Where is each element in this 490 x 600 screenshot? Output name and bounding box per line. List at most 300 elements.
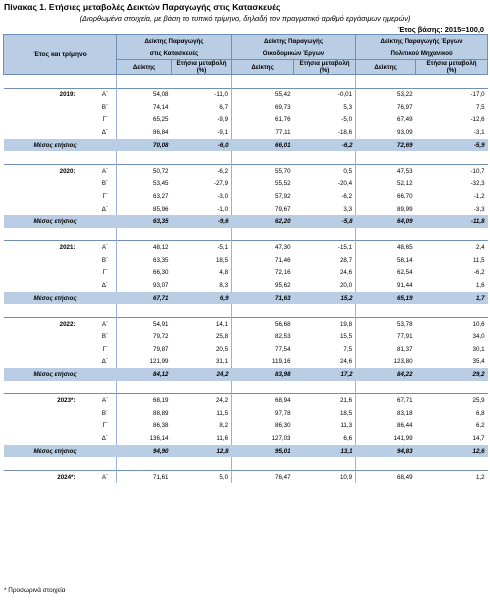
construction-change-cell: -27,9 — [213, 180, 229, 188]
table-row — [4, 420, 488, 433]
quarter-cell: Γ΄ — [102, 116, 108, 124]
building-change-cell: -6,2 — [341, 192, 353, 200]
spacer-cell — [232, 151, 294, 164]
table-row — [4, 407, 488, 420]
civil-index-cell: 67,49 — [356, 114, 416, 127]
civil-index-cell: 141,99 — [356, 432, 416, 445]
building-change-cell: 24,6 — [339, 358, 353, 366]
change-column-header: Ετήσια μεταβολή (%) — [172, 60, 232, 75]
construction-index-cell: 68,19 — [117, 394, 172, 407]
construction-index-cell: 86,38 — [117, 420, 172, 433]
building-change-cell: 24,6 — [339, 269, 353, 277]
table-row — [4, 190, 488, 203]
spacer-row — [4, 228, 488, 241]
spacer-cell — [172, 304, 232, 317]
table-row — [4, 241, 488, 254]
building-change-cell: 21,6 — [294, 394, 356, 407]
civil-change-cell: -1,2 — [473, 192, 485, 200]
avg-civil-change-cell: -5,9 — [416, 139, 488, 152]
building-index-cell: 79,67 — [232, 203, 294, 216]
year-cell — [4, 178, 84, 191]
quarter-cell: Δ΄ — [101, 358, 108, 366]
avg-building-change-cell: -6,2 — [294, 139, 356, 152]
avg-construction-index-cell: 63,35 — [117, 215, 172, 228]
civil-index-cell: 81,37 — [356, 343, 416, 356]
civil-change-cell: -10,7 — [416, 164, 488, 177]
spacer-cell — [294, 304, 356, 317]
avg-construction-change-cell: -6,0 — [172, 139, 232, 152]
building-index-cell: 127,03 — [232, 432, 294, 445]
spacer-cell — [294, 75, 356, 89]
spacer-cell — [4, 75, 84, 89]
annual-average-row — [4, 292, 488, 305]
group-header-construction-line2: στις Κατασκευές — [117, 47, 232, 60]
quarter-cell: Α΄ — [84, 241, 117, 254]
civil-change-cell: 25,9 — [416, 394, 488, 407]
construction-index-cell: 93,07 — [117, 279, 172, 292]
civil-change-cell: 11,5 — [472, 256, 485, 264]
table-row — [4, 178, 488, 191]
civil-index-cell: 53,78 — [356, 317, 416, 330]
construction-index-cell: 85,96 — [117, 203, 172, 216]
civil-change-cell: -6,2 — [473, 269, 485, 277]
spacer-cell — [172, 151, 232, 164]
spacer-row — [4, 304, 488, 317]
civil-index-cell: 77,91 — [356, 331, 416, 344]
building-change-cell: 15,5 — [339, 333, 353, 341]
spacer-cell — [4, 381, 84, 394]
building-change-cell: 18,5 — [339, 409, 353, 417]
avg-civil-change-cell: 29,2 — [416, 368, 488, 381]
civil-change-cell: -12,6 — [470, 116, 485, 124]
construction-index-cell: 63,27 — [117, 190, 172, 203]
spacer-cell — [416, 228, 488, 241]
building-index-cell: 47,30 — [232, 241, 294, 254]
group-header-civil-line2: Πολιτικού Μηχανικού — [356, 47, 488, 60]
year-cell: 2022: — [4, 317, 84, 330]
table-row — [4, 114, 488, 127]
group-header-building-line2: Οικοδομικών Έργων — [232, 47, 356, 60]
civil-index-cell: 76,97 — [356, 101, 416, 114]
building-index-cell: 95,62 — [232, 279, 294, 292]
index-column-header: Δείκτης — [117, 60, 172, 75]
spacer-cell — [356, 381, 416, 394]
year-cell — [4, 254, 84, 267]
spacer-cell — [232, 304, 294, 317]
construction-change-cell: 11,5 — [216, 409, 229, 417]
construction-change-cell: 5,0 — [172, 470, 232, 483]
civil-change-cell: 6,2 — [475, 422, 485, 430]
avg-building-change-cell: 17,2 — [294, 368, 356, 381]
construction-change-cell: -11,0 — [172, 88, 232, 101]
avg-civil-index-cell: 84,22 — [356, 368, 416, 381]
construction-index-cell: 88,89 — [117, 407, 172, 420]
civil-index-cell: 89,99 — [356, 203, 416, 216]
construction-index-cell: 54,08 — [117, 88, 172, 101]
spacer-cell — [4, 457, 84, 470]
building-change-cell: 7,5 — [343, 345, 353, 353]
construction-change-cell: 25,8 — [215, 333, 229, 341]
table-row — [4, 470, 488, 483]
year-cell — [4, 356, 84, 369]
construction-change-cell: 4,8 — [219, 269, 229, 277]
year-cell — [4, 407, 84, 420]
table-body — [4, 75, 488, 484]
quarter-cell: Α΄ — [84, 164, 117, 177]
spacer-cell — [416, 304, 488, 317]
year-cell — [4, 190, 84, 203]
avg-building-index-cell: 71,63 — [232, 292, 294, 305]
civil-change-cell: 1,6 — [475, 282, 485, 290]
construction-change-cell: -9,1 — [217, 129, 229, 137]
table-row — [4, 317, 488, 330]
annual-average-label: Μέσος ετήσιος — [4, 368, 117, 381]
avg-construction-index-cell: 94,90 — [117, 445, 172, 458]
year-cell: 2024*: — [4, 470, 84, 483]
civil-change-cell: 6,8 — [475, 409, 485, 417]
building-index-cell: 68,94 — [232, 394, 294, 407]
table-row — [4, 126, 488, 139]
table-row — [4, 101, 488, 114]
spacer-cell — [4, 151, 84, 164]
building-index-cell: 61,76 — [232, 114, 294, 127]
building-change-cell: 3,3 — [343, 205, 353, 213]
construction-index-cell: 79,87 — [117, 343, 172, 356]
quarter-cell: Α΄ — [84, 470, 117, 483]
civil-change-cell: 10,6 — [416, 317, 488, 330]
spacer-cell — [294, 151, 356, 164]
quarter-cell: Β΄ — [101, 180, 108, 188]
avg-civil-index-cell: 94,83 — [356, 445, 416, 458]
table-row — [4, 267, 488, 280]
construction-change-cell: -5,1 — [172, 241, 232, 254]
construction-change-cell: 14,1 — [172, 317, 232, 330]
spacer-cell — [84, 304, 117, 317]
table-row — [4, 394, 488, 407]
spacer-cell — [356, 228, 416, 241]
annual-average-row — [4, 445, 488, 458]
spacer-cell — [84, 75, 117, 89]
building-change-cell: 20,0 — [339, 282, 353, 290]
spacer-row — [4, 151, 488, 164]
building-index-cell: 71,46 — [232, 254, 294, 267]
avg-building-index-cell: 62,20 — [232, 215, 294, 228]
spacer-cell — [172, 75, 232, 89]
civil-change-cell: 1,2 — [416, 470, 488, 483]
civil-change-cell: -3,1 — [473, 129, 485, 137]
building-change-cell: 0,5 — [294, 164, 356, 177]
avg-civil-index-cell: 64,09 — [356, 215, 416, 228]
civil-index-cell: 62,54 — [356, 267, 416, 280]
construction-change-cell: 31,1 — [215, 358, 229, 366]
spacer-cell — [416, 381, 488, 394]
year-cell — [4, 203, 84, 216]
spacer-cell — [356, 457, 416, 470]
year-cell — [4, 267, 84, 280]
construction-index-cell: 136,14 — [117, 432, 172, 445]
civil-change-cell: 30,1 — [472, 345, 485, 353]
spacer-cell — [356, 304, 416, 317]
building-index-cell: 72,16 — [232, 267, 294, 280]
civil-change-cell: -17,0 — [416, 88, 488, 101]
avg-building-index-cell: 95,01 — [232, 445, 294, 458]
annual-average-label: Μέσος ετήσιος — [4, 292, 117, 305]
civil-index-cell: 123,80 — [356, 356, 416, 369]
building-index-cell: 56,68 — [232, 317, 294, 330]
building-change-cell: -0,01 — [294, 88, 356, 101]
quarter-cell: Α΄ — [84, 317, 117, 330]
spacer-cell — [416, 457, 488, 470]
avg-construction-change-cell: 12,8 — [172, 445, 232, 458]
quarter-cell: Δ΄ — [101, 129, 108, 137]
building-change-cell: -15,1 — [294, 241, 356, 254]
construction-change-cell: -9,9 — [217, 116, 229, 124]
table-row — [4, 279, 488, 292]
index-column-header: Δείκτης — [232, 60, 294, 75]
annual-average-row — [4, 215, 488, 228]
avg-building-index-cell: 83,98 — [232, 368, 294, 381]
change-column-header: Ετήσια μεταβολή (%) — [416, 60, 488, 75]
construction-index-cell: 71,61 — [117, 470, 172, 483]
spacer-cell — [172, 381, 232, 394]
construction-change-cell: 24,2 — [172, 394, 232, 407]
construction-index-cell: 63,35 — [117, 254, 172, 267]
building-index-cell: 97,78 — [232, 407, 294, 420]
civil-index-cell: 68,49 — [356, 470, 416, 483]
avg-building-change-cell: 15,2 — [294, 292, 356, 305]
table-row — [4, 164, 488, 177]
table-row — [4, 254, 488, 267]
building-index-cell: 82,53 — [232, 331, 294, 344]
building-index-cell: 77,11 — [232, 126, 294, 139]
building-change-cell: 11,3 — [340, 422, 353, 430]
construction-change-cell: 8,2 — [219, 422, 229, 430]
avg-construction-change-cell: -9,6 — [172, 215, 232, 228]
building-index-cell: 119,16 — [232, 356, 294, 369]
construction-index-cell: 121,99 — [117, 356, 172, 369]
building-index-cell: 57,92 — [232, 190, 294, 203]
spacer-row — [4, 75, 488, 89]
avg-civil-index-cell: 65,19 — [356, 292, 416, 305]
table-subtitle: (Διορθωμένα στοιχεία, με βάση το τυπικό τρίμηνο, δηλαδή τον πραγματικό αριθμό εργάσιμων ημερών) — [79, 14, 411, 23]
civil-change-cell: -32,3 — [470, 180, 485, 188]
quarter-cell: Β΄ — [101, 409, 108, 417]
civil-change-cell: 34,0 — [472, 333, 485, 341]
index-column-header: Δείκτης — [356, 60, 416, 75]
spacer-cell — [232, 75, 294, 89]
table-row — [4, 88, 488, 101]
group-header-building: Δείκτης Παραγωγής — [232, 35, 356, 48]
avg-building-change-cell: 13,1 — [294, 445, 356, 458]
spacer-cell — [356, 151, 416, 164]
spacer-cell — [232, 228, 294, 241]
production-index-table — [3, 34, 488, 483]
year-cell — [4, 331, 84, 344]
civil-index-cell: 67,71 — [356, 394, 416, 407]
avg-building-change-cell: -5,8 — [294, 215, 356, 228]
civil-change-cell: 14,7 — [472, 434, 485, 442]
civil-change-cell: 2,4 — [416, 241, 488, 254]
year-cell — [4, 432, 84, 445]
quarter-cell: Β΄ — [101, 103, 108, 111]
construction-change-cell: -1,0 — [217, 205, 229, 213]
spacer-cell — [4, 228, 84, 241]
table-row — [4, 203, 488, 216]
civil-index-cell: 58,14 — [356, 254, 416, 267]
spacer-cell — [117, 381, 172, 394]
quarter-cell: Β΄ — [101, 333, 108, 341]
quarter-cell: Γ΄ — [102, 269, 108, 277]
spacer-row — [4, 457, 488, 470]
construction-index-cell: 86,84 — [117, 126, 172, 139]
quarter-cell: Δ΄ — [101, 282, 108, 290]
construction-change-cell: 18,5 — [215, 256, 229, 264]
construction-change-cell: 11,6 — [216, 434, 229, 442]
civil-index-cell: 52,12 — [356, 178, 416, 191]
building-change-cell: 10,9 — [294, 470, 356, 483]
building-index-cell: 77,54 — [232, 343, 294, 356]
spacer-cell — [117, 228, 172, 241]
avg-civil-change-cell: -11,8 — [416, 215, 488, 228]
annual-average-row — [4, 368, 488, 381]
table-row — [4, 331, 488, 344]
civil-change-cell: -3,3 — [473, 205, 485, 213]
table-title: Πίνακας 1. Ετήσιες μεταβολές Δεικτών Παραγωγής στις Κατασκευές — [4, 2, 281, 12]
quarter-cell: Α΄ — [84, 394, 117, 407]
civil-index-cell: 66,70 — [356, 190, 416, 203]
building-index-cell: 86,30 — [232, 420, 294, 433]
spacer-cell — [117, 75, 172, 89]
civil-index-cell: 47,53 — [356, 164, 416, 177]
civil-change-cell: 7,5 — [475, 103, 485, 111]
avg-construction-index-cell: 84,12 — [117, 368, 172, 381]
construction-index-cell: 48,12 — [117, 241, 172, 254]
quarter-cell: Γ΄ — [102, 345, 108, 353]
quarter-cell: Δ΄ — [101, 205, 108, 213]
annual-average-label: Μέσος ετήσιος — [4, 139, 117, 152]
base-year-note: Έτος βάσης: 2015=100,0 — [397, 25, 484, 34]
civil-index-cell: 86,44 — [356, 420, 416, 433]
spacer-cell — [294, 457, 356, 470]
avg-construction-change-cell: 6,9 — [172, 292, 232, 305]
building-change-cell: 19,8 — [294, 317, 356, 330]
spacer-row — [4, 381, 488, 394]
group-header-civil: Δείκτης Παραγωγής Έργων — [356, 35, 488, 48]
spacer-cell — [232, 457, 294, 470]
group-header-construction: Δείκτης Παραγωγής — [117, 35, 232, 48]
quarter-cell: Β΄ — [101, 256, 108, 264]
annual-average-label: Μέσος ετήσιος — [4, 445, 117, 458]
spacer-cell — [84, 151, 117, 164]
construction-index-cell: 53,45 — [117, 178, 172, 191]
footnote: * Προσωρινά στοιχεία — [4, 587, 66, 594]
quarter-cell: Γ΄ — [102, 422, 108, 430]
year-cell — [4, 126, 84, 139]
construction-change-cell: 20,5 — [215, 345, 229, 353]
avg-civil-index-cell: 72,69 — [356, 139, 416, 152]
construction-index-cell: 74,14 — [117, 101, 172, 114]
civil-index-cell: 91,44 — [356, 279, 416, 292]
building-change-cell: -18,6 — [337, 129, 353, 137]
building-index-cell: 55,42 — [232, 88, 294, 101]
spacer-cell — [416, 151, 488, 164]
spacer-cell — [294, 381, 356, 394]
spacer-cell — [117, 457, 172, 470]
construction-index-cell: 79,72 — [117, 331, 172, 344]
building-change-cell: -20,4 — [337, 180, 353, 188]
spacer-cell — [232, 381, 294, 394]
civil-index-cell: 83,18 — [356, 407, 416, 420]
year-cell — [4, 101, 84, 114]
quarter-cell: Γ΄ — [102, 192, 108, 200]
avg-construction-change-cell: 24,2 — [172, 368, 232, 381]
construction-change-cell: -3,0 — [217, 192, 229, 200]
civil-change-cell: 35,4 — [472, 358, 485, 366]
table-row — [4, 343, 488, 356]
spacer-cell — [356, 75, 416, 89]
period-header: Έτος και τρίμηνο — [4, 35, 117, 75]
construction-index-cell: 66,30 — [117, 267, 172, 280]
construction-index-cell: 50,72 — [117, 164, 172, 177]
building-change-cell: 5,3 — [343, 103, 353, 111]
spacer-cell — [294, 228, 356, 241]
avg-civil-change-cell: 1,7 — [416, 292, 488, 305]
spacer-cell — [172, 228, 232, 241]
year-cell — [4, 114, 84, 127]
year-cell: 2023*: — [4, 394, 84, 407]
year-cell — [4, 343, 84, 356]
year-cell — [4, 279, 84, 292]
construction-index-cell: 65,25 — [117, 114, 172, 127]
avg-building-index-cell: 66,01 — [232, 139, 294, 152]
civil-index-cell: 93,09 — [356, 126, 416, 139]
avg-construction-index-cell: 70,08 — [117, 139, 172, 152]
construction-change-cell: 8,3 — [219, 282, 229, 290]
building-change-cell: 6,6 — [343, 434, 353, 442]
quarter-cell: Δ΄ — [101, 434, 108, 442]
quarter-cell: Α΄ — [84, 88, 117, 101]
change-column-header: Ετήσια μεταβολή (%) — [294, 60, 356, 75]
civil-index-cell: 48,65 — [356, 241, 416, 254]
construction-index-cell: 54,91 — [117, 317, 172, 330]
building-change-cell: -5,0 — [341, 116, 353, 124]
building-index-cell: 69,73 — [232, 101, 294, 114]
construction-change-cell: -6,2 — [172, 164, 232, 177]
year-cell: 2020: — [4, 164, 84, 177]
spacer-cell — [84, 381, 117, 394]
building-change-cell: 28,7 — [339, 256, 353, 264]
avg-civil-change-cell: 12,6 — [416, 445, 488, 458]
table-row — [4, 432, 488, 445]
year-cell: 2021: — [4, 241, 84, 254]
spacer-cell — [117, 151, 172, 164]
annual-average-row — [4, 139, 488, 152]
table-row — [4, 356, 488, 369]
spacer-cell — [84, 457, 117, 470]
building-index-cell: 76,47 — [232, 470, 294, 483]
civil-index-cell: 53,22 — [356, 88, 416, 101]
annual-average-label: Μέσος ετήσιος — [4, 215, 117, 228]
spacer-cell — [117, 304, 172, 317]
year-cell — [4, 420, 84, 433]
year-cell: 2019: — [4, 88, 84, 101]
spacer-cell — [84, 228, 117, 241]
building-index-cell: 55,70 — [232, 164, 294, 177]
spacer-cell — [416, 75, 488, 89]
construction-change-cell: 6,7 — [219, 103, 229, 111]
avg-construction-index-cell: 67,71 — [117, 292, 172, 305]
spacer-cell — [4, 304, 84, 317]
